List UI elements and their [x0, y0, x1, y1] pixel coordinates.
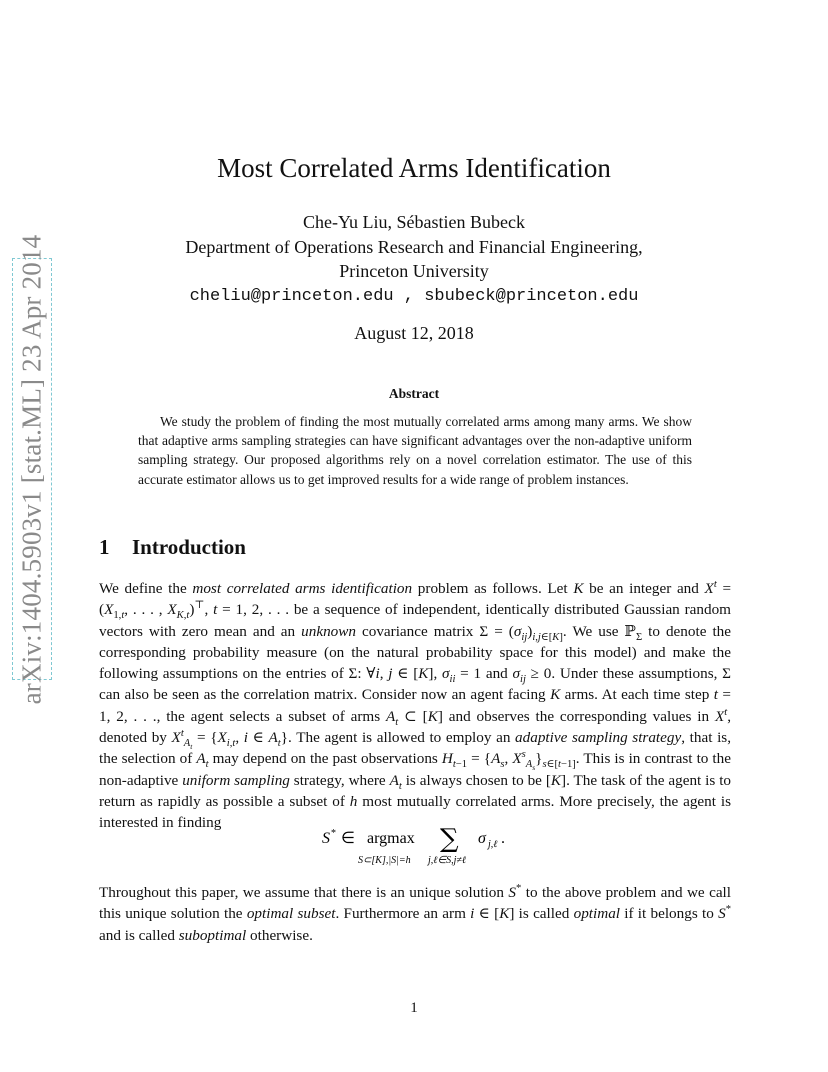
svg-text:j,ℓ: j,ℓ: [488, 839, 498, 850]
author-emails: cheliu@princeton.edu , sbubeck@princeton.edu: [189, 287, 639, 306]
section-title: Introduction: [132, 535, 246, 559]
affiliation-line-1: Department of Operations Research and Financial Engineering,: [185, 237, 643, 257]
svg-text:σ: σ: [478, 830, 486, 847]
equation-graphic: [0, 822, 828, 868]
paper-title: Most Correlated Arms Identification: [217, 153, 611, 183]
svg-text:argmax: argmax: [367, 830, 415, 847]
section-heading: [99, 535, 246, 560]
section-number: 1: [99, 535, 110, 559]
affiliation-line-2: Princeton University: [339, 261, 489, 281]
display-equation: [0, 822, 828, 868]
abstract-text: We study the problem of finding the most mutually correlated arms among many arms. We show that adaptive arms sampling strategies can have significant advantages over the non-adaptive uniform sampling strategy. Our proposed algorithms rely on a novel correlation estimator. The use of this accurate estimator allows us to get improved results for a wide range of problem instances.: [138, 414, 692, 487]
arxiv-watermark: [12, 234, 52, 704]
svg-text:j,ℓ∈S,j≠ℓ: j,ℓ∈S,j≠ℓ: [428, 855, 467, 866]
svg-text:∑: ∑: [440, 824, 459, 854]
svg-text:*: *: [331, 828, 336, 839]
svg-text:S⊂[K],|S|=h: S⊂[K],|S|=h: [358, 855, 411, 866]
abstract-body: [138, 412, 692, 489]
arxiv-id: arXiv:1404.5903v1 [stat.ML] 23 Apr 2014: [16, 234, 47, 704]
intro-paragraph-2: Throughout this paper, we assume that there is an unique solution S* to the above problem and we call this unique solution the optimal subset. Furthermore an arm i ∈ [K] is called optimal if it belongs to S* and is called suboptimal otherwise.: [99, 882, 732, 944]
svg-text:S: S: [322, 830, 330, 847]
abstract-heading: Abstract: [388, 386, 440, 401]
paper-date: August 12, 2018: [354, 323, 474, 343]
intro-paragraph-1: We define the most correlated arms identification problem as follows. Let K be an integer and $X^t = (X_{1,t}$, . . . , $X_{K,t})^⊤$, t = 1, 2, . . . be a sequence of independent, identically distributed Gaussian random vectors with zero mean and an unknown covariance matrix $\Sigma = (\sigma_{ij})_{i,j\in[K]}$. We use ℙ$_\Sigma$ to denote the corresponding probability measure (on the natural probability space for this model) and make the following assumptions on the entries of Σ: ∀i, j ∈ [K], $\sigma_{ii} = 1$ and $\sigma_{ij} \ge 0$. Under these assumptions, Σ can also be seen as the correlation matrix. Consider now an agent facing K arms. At each time step t = 1, 2, . . ., the agent selects a subset of arms $A_t$ ⊂ [K] and observes the corresponding values in $X^t$, denoted by $X^t_{A_t} = \{X_{i,t}$, i ∈ $A_t$}. The agent is allowed to employ an adaptive sampling strategy, that is, the selection of $A_t$ may depend on the past observations $H_{t-1} = \{A_s$, $X^s_{A_s}\}_{s\in[t-1]}$. This is in contrast to the non-adaptive uniform sampling strategy, where $A_t$ is always chosen to be [K]. The task of the agent is to return as rapidly as possible a subset of h most mutually correlated arms. More precisely, the agent is interested in finding: [99, 578, 732, 832]
svg-text:∈: ∈: [341, 830, 355, 847]
svg-text:.: .: [501, 830, 505, 847]
authors: Che-Yu Liu, Sébastien Bubeck: [303, 212, 525, 232]
page-number: 1: [410, 1000, 418, 1016]
